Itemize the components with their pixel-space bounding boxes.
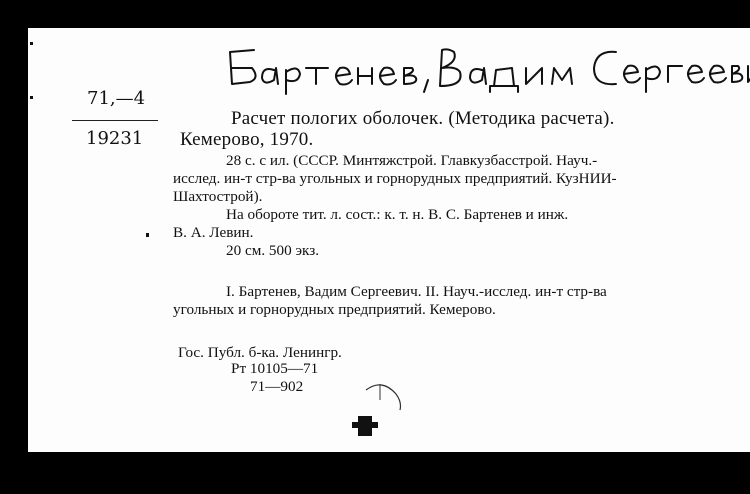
- title-line-2: Кемерово, 1970.: [180, 129, 314, 150]
- scan-speck: [30, 42, 33, 45]
- scan-speck: [30, 96, 33, 99]
- tracing-line-1: I. Бартенев, Вадим Сергеевич. II. Науч.-исслед. ин-т стр-ва: [226, 283, 607, 300]
- note-line-1: На обороте тит. л. сост.: к. т. н. В. С. Бартенев и инж.: [226, 206, 569, 223]
- shelfmark-bottom: 19231: [86, 128, 144, 149]
- shelfmark-divider: [72, 120, 158, 121]
- punch-hole-mark: [350, 380, 412, 438]
- shelfmark-top: 71,—4: [87, 88, 146, 109]
- scan-speck: [146, 233, 149, 237]
- inventory-line: Рт 10105—71: [231, 360, 319, 377]
- handwritten-name-scribble: [224, 42, 750, 92]
- handwritten-author-name: [224, 42, 750, 92]
- control-number-line: 71—902: [250, 378, 304, 395]
- catalog-card: [28, 28, 750, 452]
- description-line-2: исслед. ин-т стр-ва угольных и горнорудных предприятий. КузНИИ-: [173, 170, 617, 187]
- description-line-3: Шахтострой).: [173, 188, 263, 205]
- title-line-1: Расчет пологих оболочек. (Методика расчета).: [231, 108, 615, 129]
- size-line: 20 см. 500 экз.: [226, 242, 320, 259]
- description-line-1: 28 с. с ил. (СССР. Минтяжстрой. Главкузбасстрой. Науч.-: [226, 152, 598, 169]
- note-line-2: В. А. Левин.: [173, 224, 254, 241]
- tracing-line-2: угольных и горнорудных предприятий. Кемерово.: [173, 301, 496, 318]
- library-line: Гос. Публ. б-ка. Ленингр.: [178, 344, 342, 361]
